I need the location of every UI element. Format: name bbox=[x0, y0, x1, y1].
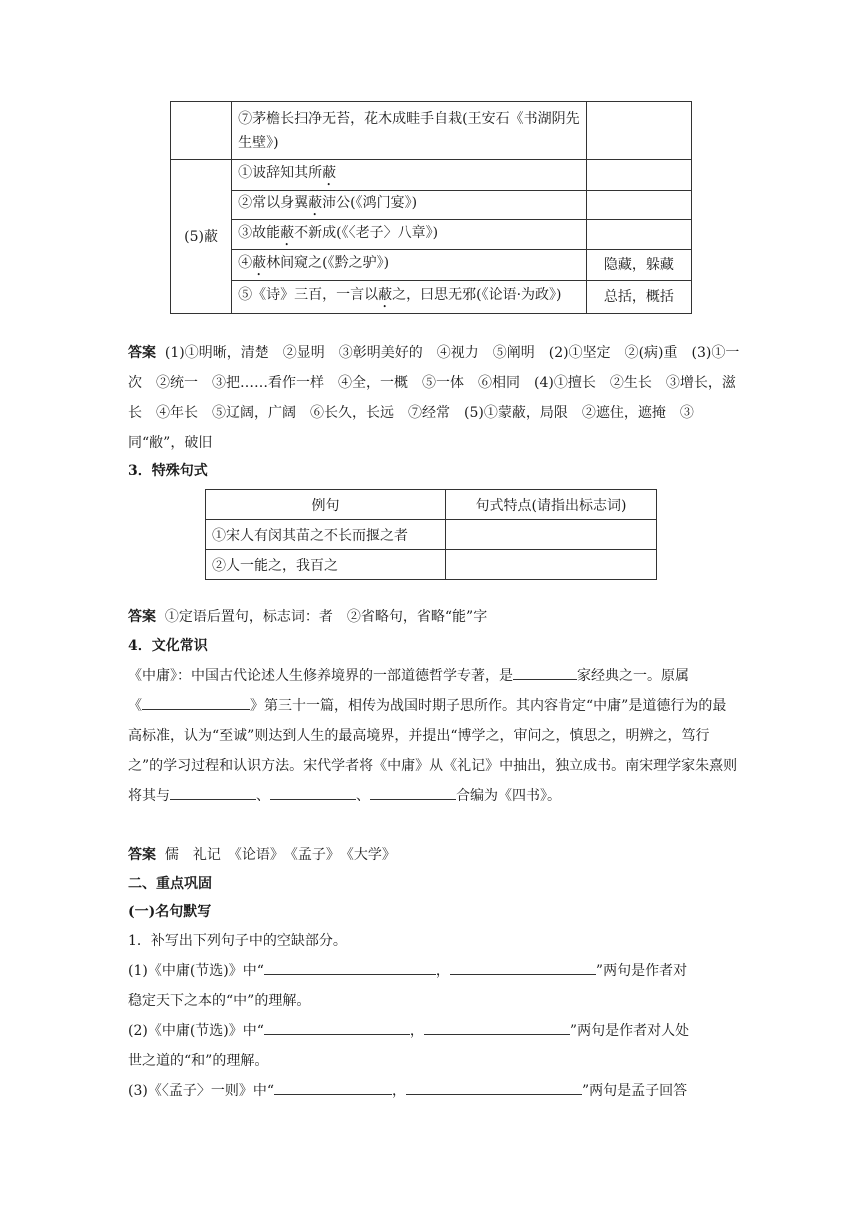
table-row bbox=[171, 220, 692, 250]
column-header: 句式特点(请指出标志词) bbox=[446, 490, 657, 520]
example-sentence: ⑦茅檐长扫净无苔，花木成畦手自栽(王安石《书湖阴先生壁》) bbox=[232, 102, 587, 160]
fill-blank[interactable] bbox=[513, 665, 577, 680]
answer-label: 答案 bbox=[128, 847, 156, 863]
meaning-cell: 隐藏，躲藏 bbox=[586, 250, 691, 281]
question-item: (1)《中庸(节选)》中“ ， ”两句是作者对 bbox=[128, 960, 740, 980]
answer-cell bbox=[446, 520, 657, 550]
table-row bbox=[171, 281, 692, 314]
table-row bbox=[171, 250, 692, 281]
table-row bbox=[171, 102, 692, 160]
answer-label: 答案 bbox=[128, 345, 156, 361]
table-row bbox=[206, 520, 657, 550]
table-header-row bbox=[206, 490, 657, 520]
fill-blank[interactable] bbox=[274, 1080, 392, 1095]
meaning-cell bbox=[586, 160, 691, 191]
question-stem: 1．补写出下列句子中的空缺部分。 bbox=[128, 933, 347, 949]
answer-text: 儒 礼记 《论语》 《孟子》 《大学》 bbox=[164, 847, 396, 863]
example-sentence: ①宋人有闵其苗之不长而揠之者 bbox=[206, 520, 446, 550]
fill-blank[interactable] bbox=[142, 695, 250, 710]
answer-label: 答案 bbox=[128, 609, 156, 625]
question-item: (3)《〈孟子〉一则》中“ ， ”两句是孟子回答 bbox=[128, 1080, 740, 1100]
fill-blank[interactable] bbox=[264, 960, 436, 975]
example-sentence: ①诐辞知其所蔽 bbox=[232, 160, 587, 191]
vocabulary-table bbox=[170, 101, 692, 314]
column-header: 例句 bbox=[206, 490, 446, 520]
answer-text: (1)①明晰，清楚 ②显明 ③彰明美好的 ④视力 ⑤阐明 (2)①坚定 ②(病)重 (3)①一次 ②统一 ③把……看作一样 ④全，一概 ⑤一体 ⑥相同 (4)①擅长 ②生长 ③增长，滋长 ④年长 ⑤辽阔，广阔 ⑥长久，长远 ⑦经常 (5)①蒙蔽，局限 ②遮住，遮掩 ③同“敝”，破旧 bbox=[128, 345, 740, 451]
example-sentence: ②常以身翼蔽沛公(《鸿门宴》) bbox=[232, 191, 587, 220]
answer-text: ①定语后置句，标志词：者 ②省略句，省略“能”字 bbox=[164, 609, 488, 625]
fill-blank[interactable] bbox=[450, 960, 596, 975]
subsection-heading: (一)名句默写 bbox=[128, 904, 212, 920]
question-item-continued: 世之道的“和”的理解。 bbox=[128, 1053, 269, 1069]
fill-blank[interactable] bbox=[406, 1080, 582, 1095]
meaning-cell: 总括，概括 bbox=[586, 281, 691, 314]
answer-cell bbox=[446, 550, 657, 580]
fill-blank[interactable] bbox=[370, 785, 456, 800]
culture-paragraph: 《中庸》：中国古代论述人生修养境界的一部道德哲学专著，是 家经典之一。原属 《 》第三十一篇，相传为战国时期子思所作。其内容肯定“中庸”是道德行为的最高标准，认为“至诚”则达到人生的最高境界，并提出“博学之，审问之，慎思之，明辨之，笃行之”的学习过程和认识方法。宋代学者将《中庸》从《礼记》中抽出，独立成书。南宋理学家朱熹则将其与 、 、 合编为《四书》。 bbox=[128, 661, 740, 811]
table-row bbox=[206, 550, 657, 580]
question-item: (2)《中庸(节选)》中“ ， ”两句是作者对人处 bbox=[128, 1020, 740, 1040]
fill-blank[interactable] bbox=[170, 785, 256, 800]
part-heading: 二、重点巩固 bbox=[128, 876, 212, 892]
example-sentence: ③故能蔽不新成(《〈老子〉八章》) bbox=[232, 220, 587, 250]
answer-paragraph bbox=[128, 602, 740, 632]
question-item-continued: 稳定天下之本的“中”的理解。 bbox=[128, 993, 311, 1009]
meaning-cell bbox=[586, 220, 691, 250]
sentence-pattern-table bbox=[205, 489, 657, 580]
table-row bbox=[171, 160, 692, 191]
word-cell: (5)蔽 bbox=[171, 160, 232, 314]
example-sentence: ⑤《诗》三百，一言以蔽之，曰思无邪(《论语·为政》) bbox=[232, 281, 587, 314]
answer-paragraph bbox=[128, 840, 740, 870]
section-heading: 3．特殊句式 bbox=[128, 463, 208, 479]
meaning-cell bbox=[586, 191, 691, 220]
section-heading: 4．文化常识 bbox=[128, 638, 208, 654]
table-row bbox=[171, 191, 692, 220]
meaning-cell bbox=[586, 102, 691, 160]
fill-blank[interactable] bbox=[264, 1020, 410, 1035]
fill-blank[interactable] bbox=[424, 1020, 570, 1035]
fill-blank[interactable] bbox=[270, 785, 356, 800]
answer-paragraph bbox=[128, 338, 740, 458]
example-sentence: ②人一能之，我百之 bbox=[206, 550, 446, 580]
example-sentence: ④蔽林间窥之(《黔之驴》) bbox=[232, 250, 587, 281]
